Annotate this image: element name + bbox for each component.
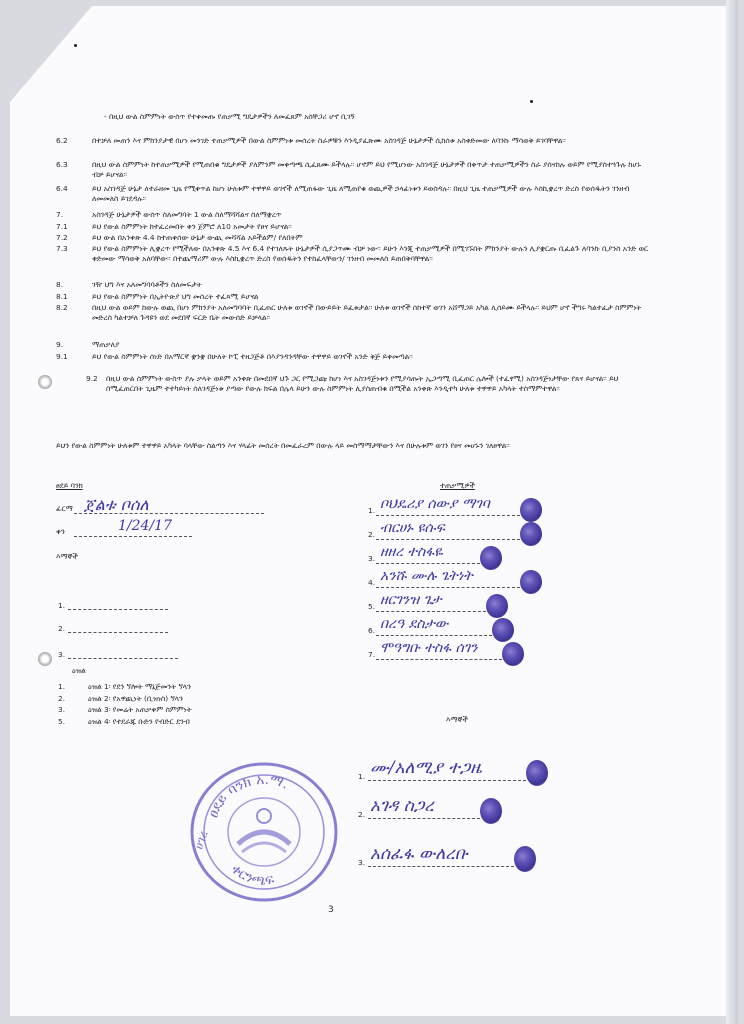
thumbprint bbox=[486, 594, 508, 618]
witness-line bbox=[368, 780, 526, 781]
beneficiary-number: 6. bbox=[368, 626, 376, 635]
stamp-text-left: ሀገረ bbox=[191, 829, 211, 851]
punch-hole bbox=[38, 652, 52, 666]
clause-number: 9.1 bbox=[56, 352, 68, 361]
clause-text: ይህ የውል ስምምነት ሰነድ በአማርኛ ቋንቋ በሁለት ኮፒ ተዘጋጅቶ በእያንዳንዳቸው ተዋዋይ ወገኖች አንድ ቅጅ ይቀመጣል፡፡ bbox=[92, 352, 413, 361]
bank-witnesses-label: እማኞች bbox=[56, 552, 78, 561]
closing-paragraph: ይህን የውል ስምምነት ሁለቱም ተዋዋይ አካላት ባላቸው ስልጣን እና ሃላፊት መሰረት በመፈራረም በውሉ ላይ መስማማታቸውን እና በሁሉቱም ወገን የፀና መሆኑን ገለፀዋል፡፡ bbox=[56, 441, 510, 450]
beneficiary-number: 5. bbox=[368, 602, 376, 611]
witness-number: 1. bbox=[358, 772, 366, 781]
clause-text: ይህ የውል ስምምነት ከተፈረመበት ቀን ጀምሮ ለ10 አመታት የፀና ይሆናል፡፡ bbox=[92, 222, 292, 231]
beneficiary-number: 4. bbox=[368, 578, 376, 587]
attachment-text: ዕዝል 3፡ የመሬት አጠቃቀም ስምምነት bbox=[88, 705, 192, 714]
beneficiary-signature: በረዓ ደስታው bbox=[380, 616, 449, 632]
beneficiary-line bbox=[376, 635, 492, 636]
clause-number: 6.2 bbox=[56, 136, 68, 145]
beneficiary-signature: ሞዓግቡ ተስፋ ሰገን bbox=[380, 640, 478, 656]
speck bbox=[74, 44, 77, 47]
clause-text: ይህ የውል ስምምነት ሊቋረጥ የሚችለው በአንቀጽ 4.5 እና 6.4 የተገለጹት ሁኔታዎች ሲያጋጥሙ ብቻ ነው፡፡ ይሁን እንጂ ተጠቃሚዎች በሚገኙበት ምክንያት ውሉን ሊያቋርጡ ቢፈልጉ ለባንኩ ቢያንስ አንድ ወር ቀድመው ማሳወቅ አለባቸው፡፡ በተጨማሪም ውሉ እስኪቋረጥ ድረስ የወሰዱትን የተከፈላቸውን/ ገንዘብ መመለስ ይጠበቅባቸዋል፡፡ bbox=[92, 244, 649, 263]
bank-witness-line bbox=[68, 632, 168, 633]
bank-stamp bbox=[186, 756, 342, 906]
clause-number: 7.3 bbox=[56, 244, 68, 253]
attachment-number: 2. bbox=[58, 693, 66, 703]
thumbprint bbox=[492, 618, 514, 642]
clause-text: ይህ ውል በአንቀጽ 4.4 ከተጠቀሰው ሁኔታ ውጪ መሻሻል አይችልም/ የለበትም bbox=[92, 233, 303, 242]
beneficiary-number: 3. bbox=[368, 554, 376, 563]
stamp-text-top: ፀደይ ባንክ አ.ማ. bbox=[205, 771, 292, 821]
beneficiary-signature: ዘዘረ ተስፋዬ bbox=[380, 544, 443, 560]
clause-number: 9.2 bbox=[86, 374, 98, 383]
thumbprint bbox=[502, 642, 524, 666]
bank-witness-number: 2. bbox=[58, 624, 66, 633]
witness-signature: ሙ/አለሚያ ተጋዜ bbox=[370, 758, 482, 778]
thumbprint bbox=[520, 498, 542, 522]
beneficiary-number: 1. bbox=[368, 506, 376, 515]
thumbprint bbox=[520, 570, 542, 594]
header-line: - በዚህ ውል ስምምነት ውስጥ የተቀመጡ የጠቃሚ ግዴታዎችን ለመፈጸም አስቸጋሪ ሆኖ ቢገኝ bbox=[104, 112, 355, 121]
attachment-text: ዕዝል 2፡ የአዋጪነት (ቢዝነስ) ኘላን bbox=[88, 693, 183, 703]
clause-number: 8. bbox=[56, 280, 64, 289]
thumbprint bbox=[480, 798, 502, 824]
beneficiary-number: 2. bbox=[368, 530, 376, 539]
thumbprint bbox=[480, 546, 502, 570]
attachment-number: 1. bbox=[58, 682, 66, 691]
bank-sign-label: ፊርማ bbox=[56, 504, 73, 513]
witness-number: 3. bbox=[358, 858, 366, 867]
clause-text: በዚህ ውል ስምምነት ውስጥ ያሉ ቃላት ወይም አንቀጽ በመደበኛ ህጉ ጋር የሚጋጩ ከሆነ እና አስገዳጅነቱን የሚያሳጡት ኢጋጣሚ ቢፈጠር ሌሎች (ተፈፃሚ) አስገዳጅነታቸው የጸና ይሆናል፡፡ ይህ በሚፈጠርበት ጊዜም ተተካይነት ስለገዳጅነቱ ያጣው የውሉ ክፍል በሌላ ይሁን ውሉ ስምምነት ሊያስጠብቁ በሚችል አንቀጽ እንዲተካ ሁለቱ ተዋዋይ አካላት ተስማምተዋል፡፡ bbox=[106, 374, 619, 393]
clause-number: 6.3 bbox=[56, 160, 68, 169]
page-number: 3 bbox=[328, 905, 334, 915]
beneficiary-line bbox=[376, 587, 520, 588]
beneficiary-signature: ዘርገንዝ ጌታ bbox=[380, 592, 442, 608]
witness-line bbox=[368, 818, 480, 819]
witness-signature: አሰፈፋ ውለረቡ bbox=[370, 844, 468, 864]
clause-text: በዚህ ውል ስምምነት ከተጠቃሚዎች የሚጠበቁ ግዴታዎች ያለምንም መቀጣጫ ሲፈጸሙ ይችላሉ፡፡ ሆኖም ይህ የሚሆነው አስገዳጅ ሁኔታዎች በቀጥታ ተጠቃሚዎችን ስራ ያሰናከሉ ወይም የሚያስተጓጉሉ ከሆኑ ብቻ ይሆናል፡፡ bbox=[92, 160, 641, 179]
clause-text: አስገዳጅ ሁኔታዎች ውስጥ ስለመግባት 1 ውል ስለማሻሻልና ስለማቋረጥ bbox=[92, 210, 282, 219]
beneficiary-signature: ቦህዴሪያ ሰውያ ማገባ bbox=[380, 496, 490, 512]
bank-heading: ፀደይ ባንክ bbox=[56, 481, 83, 490]
clause-number: 8.2 bbox=[56, 303, 68, 312]
clause-text: በዚህ ውል ወይም ከውሉ ወጪ በሆነ ምክንያት አለመግባባት ቢፈጠር ሁለቱ ወገኖች በውይይት ይፈቱታል፡፡ ሁለቱ ወገኖች ሰከተኛ ወገን አሸማጋይ አካል ሊሰይሙ ይችላሉ፡፡ ይህም ሆኖ ችግሩ ካልተፈታ ስምምነት መድረስ ካልተቻለ ጉዳዩን ወደ መደበኛ ፍርድ ቤት መውሰድ ይቻላል፡፡ bbox=[92, 303, 642, 322]
thumbprint bbox=[520, 522, 542, 546]
beneficiary-line bbox=[376, 539, 520, 540]
clause-number: 9. bbox=[56, 340, 64, 349]
clause-number: 7. bbox=[56, 210, 64, 219]
attachment-text: ዕዝል 4፡ የተደራጁ ቡድን የብድር ደንብ bbox=[88, 716, 190, 726]
bank-witness-number: 1. bbox=[58, 601, 66, 610]
thumbprint bbox=[514, 846, 536, 872]
witness-signature: አገዳ ስጋረ bbox=[370, 796, 434, 816]
date-line bbox=[74, 536, 192, 537]
witness-number: 2. bbox=[358, 810, 366, 819]
clause-text: ገዥ ህግ እና አለመግባባቶችን ስለመፍታት bbox=[92, 280, 202, 289]
clause-text: ማጠቃለያ bbox=[92, 340, 120, 349]
page-stack-edge bbox=[726, 0, 738, 1024]
beneficiaries-heading: ተጠቃሚዎች bbox=[440, 481, 475, 490]
clause-number: 8.1 bbox=[56, 292, 68, 301]
clause-number: 7.1 bbox=[56, 222, 68, 231]
bank-witness-line bbox=[68, 658, 178, 659]
beneficiary-line bbox=[376, 611, 486, 612]
clause-text: ይህ አስገዳጅ ሁኔታ ለተራዘመ ጊዜ የሚቀጥል ከሆነ ሁለቱም ተዋዋይ ወገኖች ለሚጠፋው ጊዜ ለሚጠየቁ ወጪዎች ኃላፊነቱን ይወስዳሉ፡፡ በዚህ ጊዜ ተጠቃሚዎች ውሉ እስኪቋረጥ ድረስ የወሰዱትን ገንዘብ ለመመለስ ይገደዳሉ፡፡ bbox=[92, 184, 630, 203]
clause-text: ይህ የውል ስምምነት በኢትዮጵያ ህግ መሰረት ተፈጻሚ ይሆናል bbox=[92, 292, 259, 301]
stamp-text-bottom: ቀርንጫፍ bbox=[227, 861, 276, 890]
punch-hole bbox=[38, 375, 52, 389]
attachments-heading: ዕዝል bbox=[72, 666, 86, 675]
clause-number: 7.2 bbox=[56, 233, 68, 242]
speck bbox=[530, 100, 533, 103]
beneficiary-line bbox=[376, 515, 520, 516]
clause-number: 6.4 bbox=[56, 184, 68, 193]
bank-witness-number: 3. bbox=[58, 650, 66, 659]
beneficiary-line bbox=[376, 659, 502, 660]
witness-line bbox=[368, 866, 514, 867]
beneficiary-signature: ብርሀኑ ዩሱፍ bbox=[380, 520, 445, 536]
attachment-number: 3. bbox=[58, 705, 66, 714]
clause-text: በተቻለ መጠን እና ምክንያታዊ በሆነ መንገድ ተጠቃሚዎች በውል ስምምነቱ መሰረት ስራዎቹን እንዲያፈጽሙ አስገዳጅ ሁኔታዎች ሲከሰቱ አስቀድመው ለባንኩ ማሳወቅ ይገባቸዋል፡፡ bbox=[92, 136, 566, 145]
bank-witness-line bbox=[68, 609, 168, 610]
right-witnesses-heading: እማኞች bbox=[446, 715, 468, 724]
bank-date-handwritten: 1/24/17 bbox=[118, 518, 172, 534]
beneficiary-signature: አንሹ ሙሉ ጌትነት bbox=[380, 568, 473, 584]
beneficiary-number: 7. bbox=[368, 650, 376, 659]
attachment-number: 5. bbox=[58, 716, 66, 726]
bank-date-label: ቀን bbox=[56, 527, 65, 536]
bank-signature: ጀልቱ ቦሰለ bbox=[84, 495, 149, 514]
attachment-text: ዕዝል 1፡ የደን ኘሎት ማኔጅመንት ኘላን bbox=[88, 682, 191, 691]
beneficiary-line bbox=[376, 563, 480, 564]
thumbprint bbox=[526, 760, 548, 786]
